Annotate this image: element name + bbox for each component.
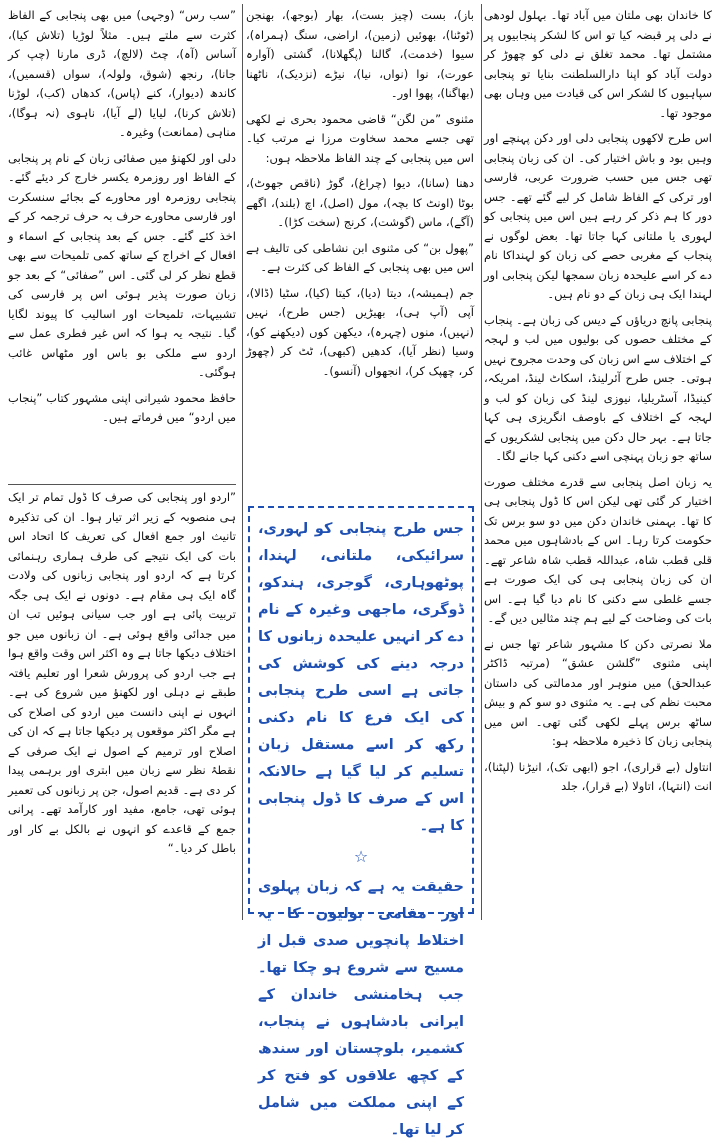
paragraph: دلی اور لکھنؤ میں صفائی زبان کے نام پر پنجابی کے الفاظ اور روزمرہ یکسر خارج کر دیئے گئے۔ پنجابی روزمرہ اور محاورے کے بجائے سنسکرت اور فارسی محاورے حرف بہ حرف ترجمہ کر کے اخذ کئے گئے۔ جس کے بعد پنجابی کے اسماء و افعال کے اخراج کے ساتھ کمی تلمیحات سے بھی قطع نظر کر لی گئی۔ اس ”صفائی“ کے بعد جو زبان صورت پذیر ہوئی اس پر فارسی کی تشبیہات، تلمیحات اور اسالیب کا پیوند لگایا گیا۔ نتیجہ یہ ہوا کہ اس غیر فطری عمل سے اردو سے ملکی بو باس اور مٹھاس غائب ہوگئی۔	[8, 150, 236, 379]
pull-quote-text: حقیقت یہ ہے کہ زبان پہلوی اور مقامی بولیوں کا یہ اختلاط پانچویں صدی قبل از مسیح سے شروع ہو چکا تھا۔ جب ہخامنشی خاندان کے ایرانی بادشاہوں نے پنجاب، کشمیر، بلوچستان اور سندھ کے کچھ علاقوں کو فتح کر کے اپنی مملکت میں شامل کر لیا تھا۔	[258, 879, 464, 1138]
paragraph: جم (ہمیشہ)، دیتا (دیا)، کیتا (کیا)، سٹیا (ڈالا)، آپی (آپ ہی)، بھیڑیں (جس طرح)، نہیں (نہیں)، منوں (چہرہ)، دیکھن کوں (دیکھنے کو)، وسیا (نظر آیا)، کدھیں (کبھی)، ٹٹ کر (چھوڑ کر، چھپک کر)، انجھواں (آنسو)۔	[246, 285, 474, 378]
paragraph: ”سب رس“ (وجہی) میں بھی پنجابی کے الفاظ کثرت سے ملتے ہیں۔ مثلاً لوڑیا (تلاش کیا)، آساس (آہ)، چٹ (لالچ)، ڈری مارنا (چپ کر جانا)، رنجھ (شوق، ولولہ)، سواں (قسمیں)، کاندھ (دیوار)، کنے (پاس)، کدھاں (کب)، لوڑنا (تلاش کرنا)، لیایا (لے آیا)، ناہوی (نہ ہوگا)، مناہی (ممانعت) وغیرہ۔	[8, 8, 236, 139]
star-icon: ☆	[353, 847, 369, 866]
paragraph: مثنوی ”من لگن“ قاضی محمود بحری نے لکھی تھی جسے محمد سخاوت مرزا نے مرتب کیا۔ اس میں پنجابی کے چند الفاظ ملاحظہ ہوں:	[246, 111, 474, 165]
paragraph: پنجابی پانچ دریاؤں کے دیس کی زبان ہے۔ پنجاب کے مختلف حصوں کی بولیوں میں لب و لہجہ کے اختلاف سے اس زبان کی وحدت مجروح نہیں ہوتی۔ جس طرح آئرلینڈ، اسکاٹ لینڈ، امریکہ، کینیڈا، آسٹریلیا، نیوزی لینڈ کی زبان کو لب و لہجہ کے اختلاف کے باوصف انگریزی ہی کہا جاتا ہے۔ بہر حال دکن میں پنجابی لشکریوں کے ساتھ جو زبان پہنچی اسے دکنی کہا جانے لگا۔	[484, 312, 712, 463]
pull-quote-box	[248, 506, 474, 1138]
column-divider	[481, 4, 482, 920]
column-middle	[246, 6, 474, 504]
paragraph: انتاول (بے قراری)، اجو (ابھی تک)، انیڑنا (لپٹنا)، انت (انتہا)، اتاولا (بے قرار)، جلد	[484, 759, 712, 793]
pull-quote-text: جس طرح پنجابی کو لہوری، سرائیکی، ملتانی، لہندا، پوٹھوہاری، گوجری، ہندکو، ڈوگری، ماجھی وغیرہ کے نام دے کر انہیں علیحدہ زبانوں کا درجہ دینے کی کوشش کی جاتی ہے اسی طرح پنجابی کی ایک فرع کا نام دکنی رکھ کر اسے مستقل زبان تسلیم کر لیا گیا ہے حالانکہ اس کے صرف کا ڈول پنجابی کا ہے۔	[258, 521, 464, 834]
paragraph: کا خاندان بھی ملتان میں آباد تھا۔ بہلول لودھی نے دلی پر قبضہ کیا تو اس کا لشکر پنجابیوں پر مشتمل تھا۔ محمد تغلق نے دلی کو چھوڑ کر دولت آباد کو اپنا دارالسلطنت بنایا تو پنجابی سپاہیوں کا لشکر اس کی قیادت میں وہاں بھی موجود تھا۔	[484, 8, 712, 120]
paragraph: دھنا (سانا)، دیوا (چراغ)، گوڑ (ناقص جھوٹ)، بوٹا (اونٹ کا بچہ)، مول (اصل)، اچ (بلند)، اگھے (آگے)، ماس (گوشت)، کرنج (سخت کڑا)۔	[246, 176, 474, 229]
column-right	[484, 6, 712, 920]
column-divider	[242, 4, 243, 920]
paragraph: ”اردو اور پنجابی کی صرف کا ڈول تمام تر ایک ہی منصوبہ کے زیر اثر تیار ہوا۔ ان کی تذکیرہ تانیث اور جمع افعال کی تعریف کا اتحاد اس بات کی ایک نتیجے کی طرف ہماری رہنمائی کرتا ہے کہ اردو اور پنجابی زبانوں کی ولادت گاہ ایک ہی مقام ہے۔ دونوں نے ایک ہی جگہ تربیت پائی ہے اور جب سیانی ہوئیں تب ان میں جدائی واقع ہوئی ہے۔ ان زبانوں میں جو اختلاف دیکھا جاتا ہے وہ اکثر اس وقت واقع ہوا ہے جب اردو کی پرورش شعرا اور تعلیم یافتہ طبقے نے دہلی اور لکھنؤ میں شروع کی ہے۔ انہوں نے اپنی دانست میں اردو کی اصلاح کی ہے مگر اکثر موقعوں پر دیکھا جاتا ہے کہ ان کی اصلاح اور ترمیم کے اصول نے ایک صرفی کے نقطۂ نظر سے زبان میں ابتری اور برہمی پیدا کر دی ہے۔ قدیم اصول، جن پر زبانوں کی تعمیر ہوئی تھی، جامع، مفید اور کارآمد تھے۔ پرانی جمع کے قاعدے کو انہوں نے بالکل بے کار اور باطل کر دیا۔“	[8, 490, 236, 855]
paragraph: ملا نصرتی دکن کا مشہور شاعر تھا جس نے اپنی مثنوی ”گلشن عشق“ (مرتبہ ڈاکٹر عبدالحق) میں منوہر اور مدمالتی کی داستان محبت نظم کی ہے۔ یہ مثنوی دو سو کم و بیش ساٹھ برس پہلے لکھی گئی تھی۔ اس میں پنجابی زبان کا ذخیرہ ملاحظہ ہو:	[484, 636, 712, 748]
quoted-passage	[8, 488, 236, 918]
column-left	[8, 6, 236, 486]
paragraph: حافظ محمود شیرانی اپنی مشہور کتاب ”پنجاب میں اردو“ میں فرماتے ہیں۔	[8, 390, 236, 424]
paragraph: ”پھول بن“ کی مثنوی ابن نشاطی کی تالیف ہے اس میں بھی پنجابی کے الفاظ کی کثرت ہے۔	[246, 240, 474, 274]
paragraph: اس طرح لاکھوں پنجابی دلی اور دکن پہنچے اور وہیں بود و باش اختیار کی۔ ان کی زبان پنجابی تھی جس میں حسب ضرورت عربی، فارسی اور ترکی کے الفاظ شامل کر لیے گئے تھے۔ جس دور کا ہم ذکر کر رہے ہیں اس میں پنجابی کو لہوری یا ملتانی کہا جاتا تھا۔ بعض لوگوں نے پنجاب کے مغربی حصے کی زبان کو لہنداکا نام دے کر اسے علیحدہ زبان سمجھا لیکن پنجابی اور لہندا ایک ہی زبان کے دو نام ہیں۔	[484, 131, 712, 301]
paragraph: یہ زبان اصل پنجابی سے قدرے مختلف صورت اختیار کر گئی تھی لیکن اس کا ڈول پنجابی ہی کا تھا۔ بہمنی خاندان دکن میں دو سو برس تک حکومت کرتا رہا۔ اس کے بادشاہوں میں محمد قلی قطب شاہ، عبداللہ قطب شاہ شاعر تھے۔ ان کی زبان پنجابی ہی کی ایک صورت ہے جسے غلطی سے دکنی کا نام دیا گیا ہے۔ اس بات کی وضاحت کے لیے ہم چند مثالیں دیں گے۔	[484, 474, 712, 625]
section-divider	[8, 484, 236, 485]
paragraph: باز)، بست (چیز بست)، بھار (بوجھ)، بھنجن (ٹوٹنا)، بھوئیں (زمین)، اراضی، سنگ (ہمراہ)، سیوا (خدمت)، گالنا (پگھلانا)، گشتی (آوارہ عورت)، نوا (نواں، نیا)، نیڑے (نزدیک)، ناٹھنا (بھاگنا)، پھوا اور۔	[246, 8, 474, 100]
